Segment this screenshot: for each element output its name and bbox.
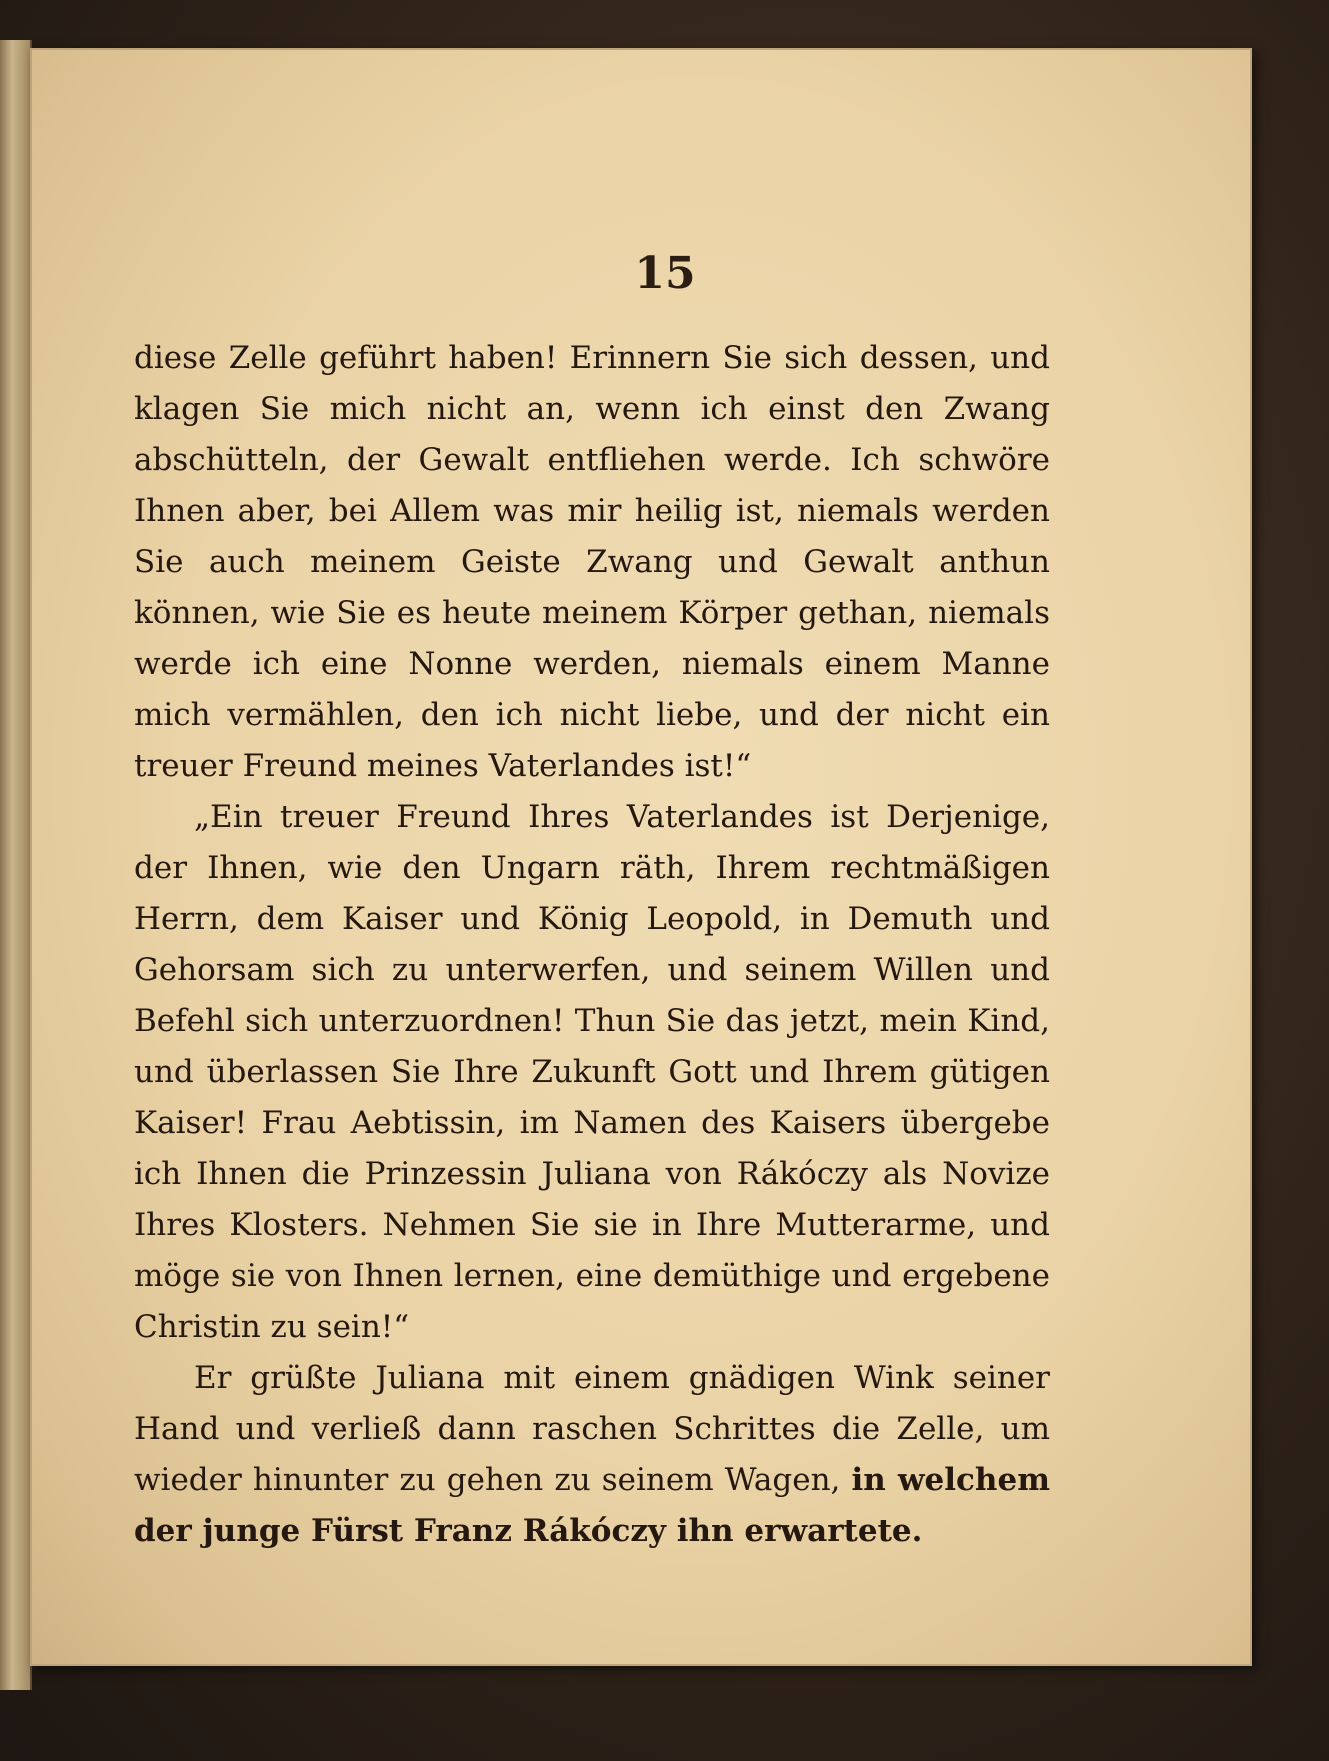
body-text xyxy=(134,333,1050,1557)
previous-page-edge xyxy=(0,40,32,1690)
paragraph-3-bold-line: in welchem der junge Fürst Franz Rákóczy ihn erwartete. xyxy=(134,1462,1050,1549)
paragraph-2: „Ein treuer Freund Ihres Vaterlandes ist Derjenige, der Ihnen, wie den Ungarn räth, Ihrem rechtmäßigen Herrn, dem Kaiser und König Leopold, in Demuth und Gehorsam sich zu unterwerfen, und seinem Willen und Befehl sich unterzuordnen! Thun Sie das jetzt, mein Kind, und überlassen Sie Ihre Zukunft Gott und Ihrem gütigen Kaiser! Frau Aebtissin, im Namen des Kaisers übergebe ich Ihnen die Prinzessin Juliana von Rákóczy als Novize Ihres Klosters. Nehmen Sie sie in Ihre Mutterarme, und möge sie von Ihnen lernen, eine demüthige und ergebene Christin zu sein!“ xyxy=(134,799,1050,1345)
paragraph-1: diese Zelle geführt haben! Erinnern Sie sich dessen, und klagen Sie mich nicht an, wenn ich einst den Zwang abschütteln, der Gewalt entfliehen werde. Ich schwöre Ihnen aber, bei Allem was mir heilig ist, niemals werden Sie auch meinem Geiste Zwang und Gewalt anthun können, wie Sie es heute meinem Körper gethan, niemals werde ich eine Nonne werden, niemals einem Manne mich vermählen, den ich nicht liebe, und der nicht ein treuer Freund meines Vaterlandes ist!“ xyxy=(134,340,1050,784)
book-page xyxy=(30,48,1252,1666)
paragraph-3 xyxy=(134,1353,1050,1557)
page-number: 15 xyxy=(634,248,696,299)
paragraph-3-text: Er grüßte Juliana mit einem gnädigen Wink seiner Hand und verließ dann raschen Schrittes die Zelle, um wieder hinunter zu gehen zu seinem Wagen, xyxy=(134,1360,1050,1498)
